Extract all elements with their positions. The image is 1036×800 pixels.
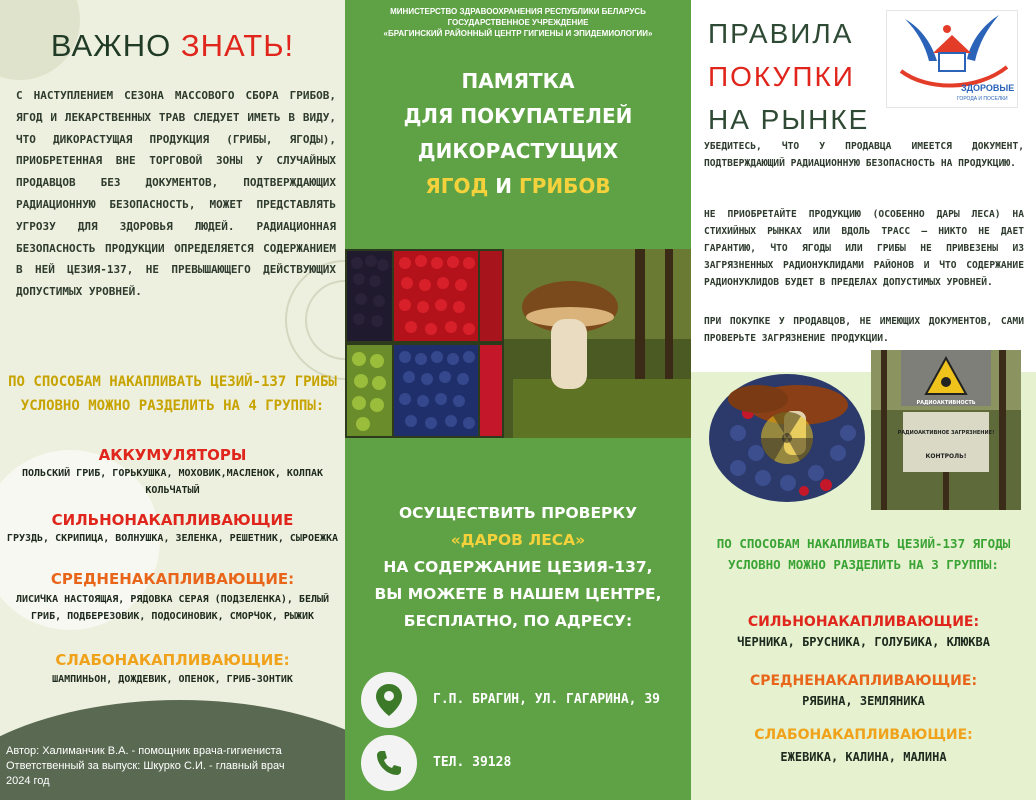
rule-paragraph-3: ПРИ ПОКУПКЕ У ПРОДАВЦОВ, НЕ ИМЕЮЩИХ ДОКУМЕНТОВ, САМИ ПРОВЕРЬТЕ ЗАГРЯЗНЕНИЕ ПРОДУКЦИИ. xyxy=(704,316,1024,344)
logo-text-sub: ГОРОДА И ПОСЕЛКИ xyxy=(957,96,1008,102)
berry-category-title-strong: СИЛЬНОНАКАПЛИВАЮЩИЕ: xyxy=(747,614,980,630)
memo-mushrooms-word: ГРИБОВ xyxy=(519,174,611,198)
berries-mushroom-photo xyxy=(345,249,691,438)
rules-title xyxy=(708,12,869,141)
rules-title-line: НА РЫНКЕ xyxy=(708,104,870,135)
sign-text-contamination: РАДИОАКТИВНОЕ ЗАГРЯЗНЕНИЕ! xyxy=(897,430,995,436)
intro-paragraph: С НАСТУПЛЕНИЕМ СЕЗОНА МАССОВОГО СБОРА ГРИБОВ, ЯГОД И ЛЕКАРСТВЕННЫХ ТРАВ СЛЕДУЕТ ИМЕТЬ В ВИДУ, ЧТО ДИКОРАСТУЩАЯ ПРОДУКЦИЯ (ГРИБЫ, ЯГОДЫ), ПРИОБРЕТЕННАЯ ВНЕ ТОРГОВОЙ ЗОНЫ У СЛУЧАЙНЫХ ПРОДАВЦОВ БЕЗ ДОКУМЕНТОВ, ПОДТВЕРЖДАЮЩИХ РАДИАЦИОННУЮ БЕЗОПАСНОСТЬ, МОЖЕТ ПРЕДСТАВЛЯТЬ УГРОЗУ ДЛЯ ЗДОРОВЬЯ ЛЮДЕЙ. РАДИАЦИОННАЯ БЕЗОПАСНОСТЬ ПРОДУКЦИИ ОПРЕДЕЛЯЕТСЯ СОДЕРЖАНИЕМ В НЕЙ ЦЕЗИЯ-137, НЕ ПРЕВЫШАЮЩЕГО ДЕЙСТВУЮЩИХ ДОПУСТИМЫХ УРОВНЕЙ. xyxy=(16,89,336,299)
location-pin-icon xyxy=(361,672,417,728)
important-title-part2: ЗНАТЬ! xyxy=(180,28,295,63)
author-line: Автор: Халиманчик В.А. - помощник врача-гигиениста xyxy=(6,745,282,757)
check-line-highlight: «ДАРОВ ЛЕСА» xyxy=(450,531,586,549)
memo-title-line: ПАМЯТКА xyxy=(461,69,575,93)
memo-berries-word: ЯГОД xyxy=(425,174,489,198)
logo-birds-house-icon xyxy=(886,10,1018,108)
memo-title-line xyxy=(345,169,691,204)
berry-category-items-weak: ЕЖЕВИКА, КАЛИНА, МАЛИНА xyxy=(780,750,947,764)
institution-name-line: «БРАГИНСКИЙ РАЙОННЫЙ ЦЕНТР ГИГИЕНЫ И ЭПИДЕМИОЛОГИИ» xyxy=(383,29,653,38)
category-title-medium: СРЕДНЕНАКАПЛИВАЮЩИЕ: xyxy=(50,570,295,588)
important-title xyxy=(0,28,345,64)
memo-and-word: И xyxy=(488,174,519,198)
category-title-accumulators: АККУМУЛЯТОРЫ xyxy=(98,446,247,464)
berry-groups-heading: ПО СПОСОБАМ НАКАПЛИВАТЬ ЦЕЗИЙ-137 ЯГОДЫ УСЛОВНО МОЖНО РАЗДЕЛИТЬ НА 3 ГРУППЫ: xyxy=(716,536,1011,572)
memo-title-line: ДЛЯ ПОКУПАТЕЛЕЙ xyxy=(403,104,633,128)
category-title-weak: СЛАБОНАКАПЛИВАЮЩИЕ: xyxy=(55,651,290,669)
rule-paragraph-2: НЕ ПРИОБРЕТАЙТЕ ПРОДУКЦИЮ (ОСОБЕННО ДАРЫ ЛЕСА) НА СТИХИЙНЫХ РЫНКАХ ИЛИ ВДОЛЬ ТРАСС – НИКТО НЕ ДАЕТ ГАРАНТИЮ, ЧТО ЯГОДЫ ИЛИ ГРИБЫ НЕ ПРИВЕЗЕНЫ ИЗ ЗАГРЯЗНЕННЫХ РАДИОНУКЛИДАМИ РАЙОНОВ И ЧТО СОДЕРЖАНИЕ РАДИОНУКЛИДОВ БУДЕТ В ПРЕДЕЛАХ ДОПУСТИМЫХ УРОВНЕЙ. xyxy=(704,209,1024,288)
right-panel xyxy=(691,0,1036,800)
check-line: БЕСПЛАТНО, ПО АДРЕСУ: xyxy=(403,612,633,630)
memo-title-line: ДИКОРАСТУЩИХ xyxy=(417,139,619,163)
category-items-medium: ЛИСИЧКА НАСТОЯЩАЯ, РЯДОВКА СЕРАЯ (ПОДЗЕЛЕНКА), БЕЛЫЙ ГРИБ, ПОДБЕРЕЗОВИК, ПОДОСИНОВИК, СМОРЧОК, РЫЖИК xyxy=(15,594,330,622)
category-items-weak: ШАМПИНЬОН, ДОЖДЕВИК, ОПЕНОК, ГРИБ-ЗОНТИК xyxy=(52,674,293,685)
phone-text: ТЕЛ. 39128 xyxy=(433,755,512,770)
berry-category-items-strong: ЧЕРНИКА, БРУСНИКА, ГОЛУБИКА, КЛЮКВА xyxy=(737,635,990,649)
left-panel xyxy=(0,0,345,800)
check-invitation xyxy=(345,500,691,635)
check-line: ОСУЩЕСТВИТЬ ПРОВЕРКУ xyxy=(398,504,638,522)
address-text: Г.П. БРАГИН, УЛ. ГАГАРИНА, 39 xyxy=(433,692,660,707)
ministry-line: МИНИСТЕРСТВО ЗДРАВООХРАНЕНИЯ РЕСПУБЛИКИ БЕЛАРУСЬ xyxy=(390,7,646,16)
memo-title xyxy=(345,64,691,204)
category-title-strong: СИЛЬНОНАКАПЛИВАЮЩИЕ xyxy=(51,511,294,529)
berry-category-title-weak: СЛАБОНАКАПЛИВАЮЩИЕ: xyxy=(754,727,973,743)
berry-category-title-medium: СРЕДНЕНАКАПЛИВАЮЩИЕ: xyxy=(749,673,978,689)
radiation-sign-photo xyxy=(871,350,1021,510)
phone-icon xyxy=(361,735,417,791)
year-line: 2024 год xyxy=(6,775,50,787)
ministry-header xyxy=(345,6,691,39)
rules-title-line: ПРАВИЛА xyxy=(708,18,854,49)
middle-panel xyxy=(345,0,691,800)
important-title-part1: ВАЖНО xyxy=(50,28,181,63)
logo-text-main: ЗДОРОВЫЕ xyxy=(961,83,1015,93)
berries-radiation-photo xyxy=(708,373,866,503)
check-line: ВЫ МОЖЕТЕ В НАШЕМ ЦЕНТРЕ, xyxy=(374,585,662,603)
sign-text-control: КОНТРОЛЬ! xyxy=(925,453,967,460)
sign-text-radioactivity: РАДИОАКТИВНОСТЬ xyxy=(916,400,976,406)
mushroom-groups-heading: ПО СПОСОБАМ НАКАПЛИВАТЬ ЦЕЗИЙ-137 ГРИБЫ УСЛОВНО МОЖНО РАЗДЕЛИТЬ НА 4 ГРУППЫ: xyxy=(8,374,337,414)
category-items-strong: ГРУЗДЬ, СКРИПИЦА, ВОЛНУШКА, ЗЕЛЕНКА, РЕШЕТНИК, СЫРОЕЖКА xyxy=(6,533,339,544)
author-info xyxy=(6,744,345,789)
check-line: НА СОДЕРЖАНИЕ ЦЕЗИЯ-137, xyxy=(383,558,653,576)
rule-paragraph-1: УБЕДИТЕСЬ, ЧТО У ПРОДАВЦА ИМЕЕТСЯ ДОКУМЕНТ, ПОДТВЕРЖДАЮЩИЙ РАДИАЦИОННУЮ БЕЗОПАСНОСТЬ НА ПРОДУКЦИЮ. xyxy=(704,141,1024,169)
institution-type-line: ГОСУДАРСТВЕННОЕ УЧРЕЖДЕНИЕ xyxy=(447,18,589,27)
berry-category-items-medium: РЯБИНА, ЗЕМЛЯНИКА xyxy=(802,694,925,708)
publisher-line: Ответственный за выпуск: Шкурко С.И. - главный врач xyxy=(6,760,285,772)
category-items-accumulators: ПОЛЬСКИЙ ГРИБ, ГОРЬКУШКА, МОХОВИК,МАСЛЕНОК, КОЛПАК КОЛЬЧАТЫЙ xyxy=(21,468,324,496)
rules-title-line-highlight: ПОКУПКИ xyxy=(708,61,855,92)
